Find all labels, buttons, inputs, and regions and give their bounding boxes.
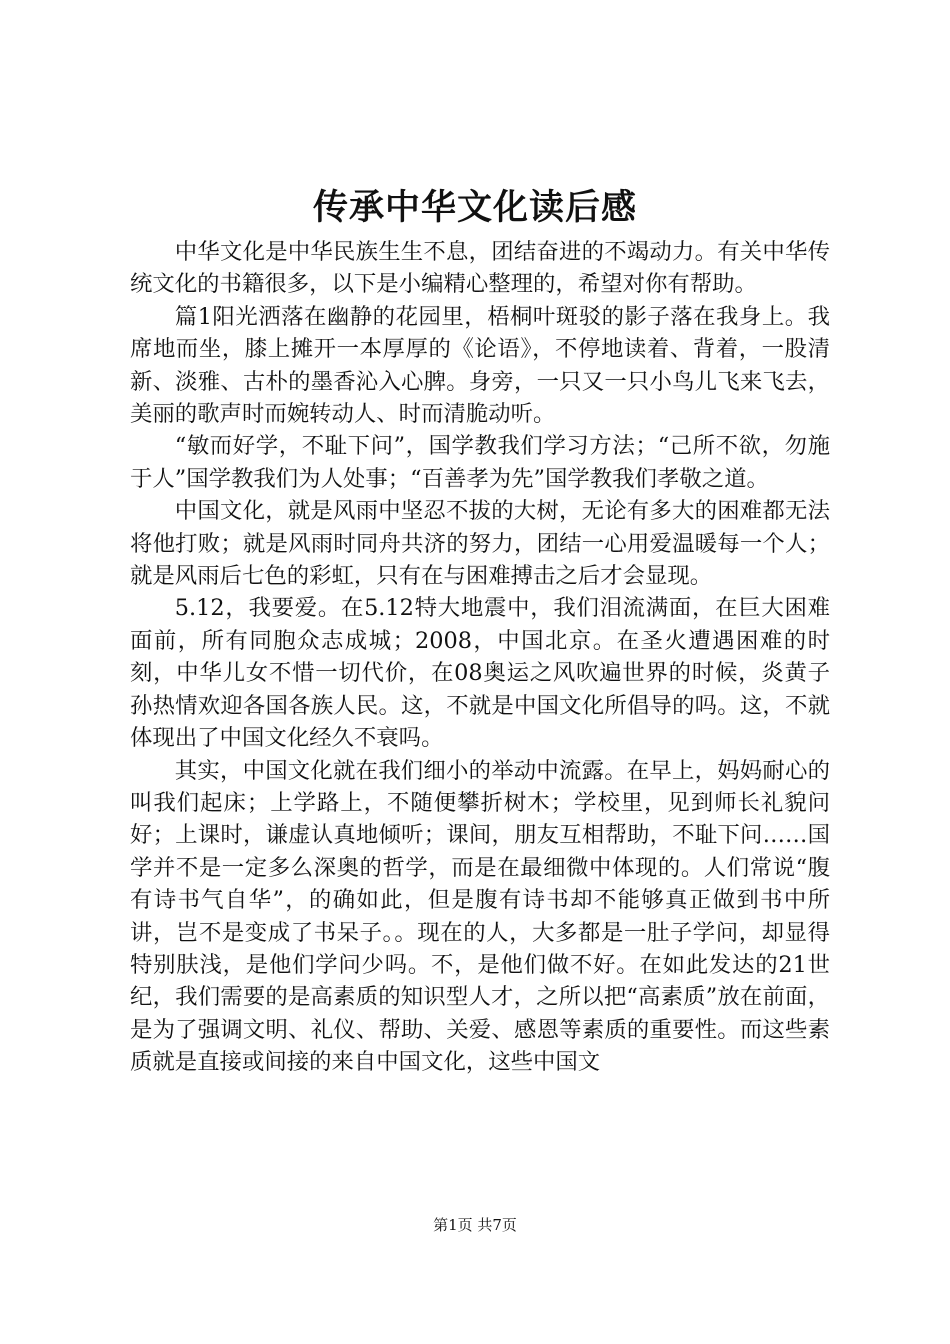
paragraph-earthquake: 5.12，我要爱。在5.12特大地震中，我们泪流满面，在巨大困难面前，所有同胞众志成城；2008，中国北京。在圣火遭遇困难的时刻，中华儿女不惜一切代价，在08奥运之风吹遍世界的时候，炎黄子孙热情欢迎各国各族人民。这，不就是中国文化所倡导的吗。这，不就体现出了中国文化经久不衰吗。	[130, 595, 830, 752]
paragraph-tree: 中国文化，就是风雨中坚忍不拔的大树，无论有多大的困难都无法将他打败；就是风雨时同舟共济的努力，团结一心用爱温暖每一个人；就是风雨后七色的彩虹，只有在与困难搏击之后才会显现。	[130, 498, 830, 590]
document-body	[130, 236, 830, 1079]
page-number-footer: 第1页 共7页	[433, 1216, 517, 1234]
paragraph-garden: 篇1阳光洒落在幽静的花园里，梧桐叶斑驳的影子落在我身上。我席地而坐，膝上摊开一本厚厚的《论语》，不停地读着、背着，一股清新、淡雅、古朴的墨香沁入心脾。身旁，一只又一只小鸟儿飞来飞去，美丽的歌声时而婉转动人、时而清脆动听。	[130, 303, 830, 428]
page-title: 传承中华文化读后感	[312, 187, 637, 228]
paragraph-daily-life: 其实，中国文化就在我们细小的举动中流露。在早上，妈妈耐心的叫我们起床；上学路上，不随便攀折树木；学校里，见到师长礼貌问好；上课时，谦虚认真地倾听；课间，朋友互相帮助，不耻下问……国学并不是一定多么深奥的哲学，而是在最细微中体现的。人们常说“腹有诗书气自华”，的确如此，但是腹有诗书却不能够真正做到书中所讲，岂不是变成了书呆子。。现在的人，大多都是一肚子学问，却显得特别肤浅，是他们学问少吗。不，是他们做不好。在如此发达的21世纪，我们需要的是高素质的知识型人才，之所以把“高素质”放在前面，是为了强调文明、礼仪、帮助、关爱、感恩等素质的重要性。而这些素质就是直接或间接的来自中国文化，这些中国文	[130, 757, 830, 1076]
paragraph-intro: 中华文化是中华民族生生不息，团结奋进的不竭动力。有关中华传统文化的书籍很多，以下是小编精心整理的，希望对你有帮助。	[130, 239, 830, 298]
paragraph-guoxue: “敏而好学，不耻下问”，国学教我们学习方法；“己所不欲，勿施于人”国学教我们为人处事；“百善孝为先”国学教我们孝敬之道。	[130, 433, 830, 492]
